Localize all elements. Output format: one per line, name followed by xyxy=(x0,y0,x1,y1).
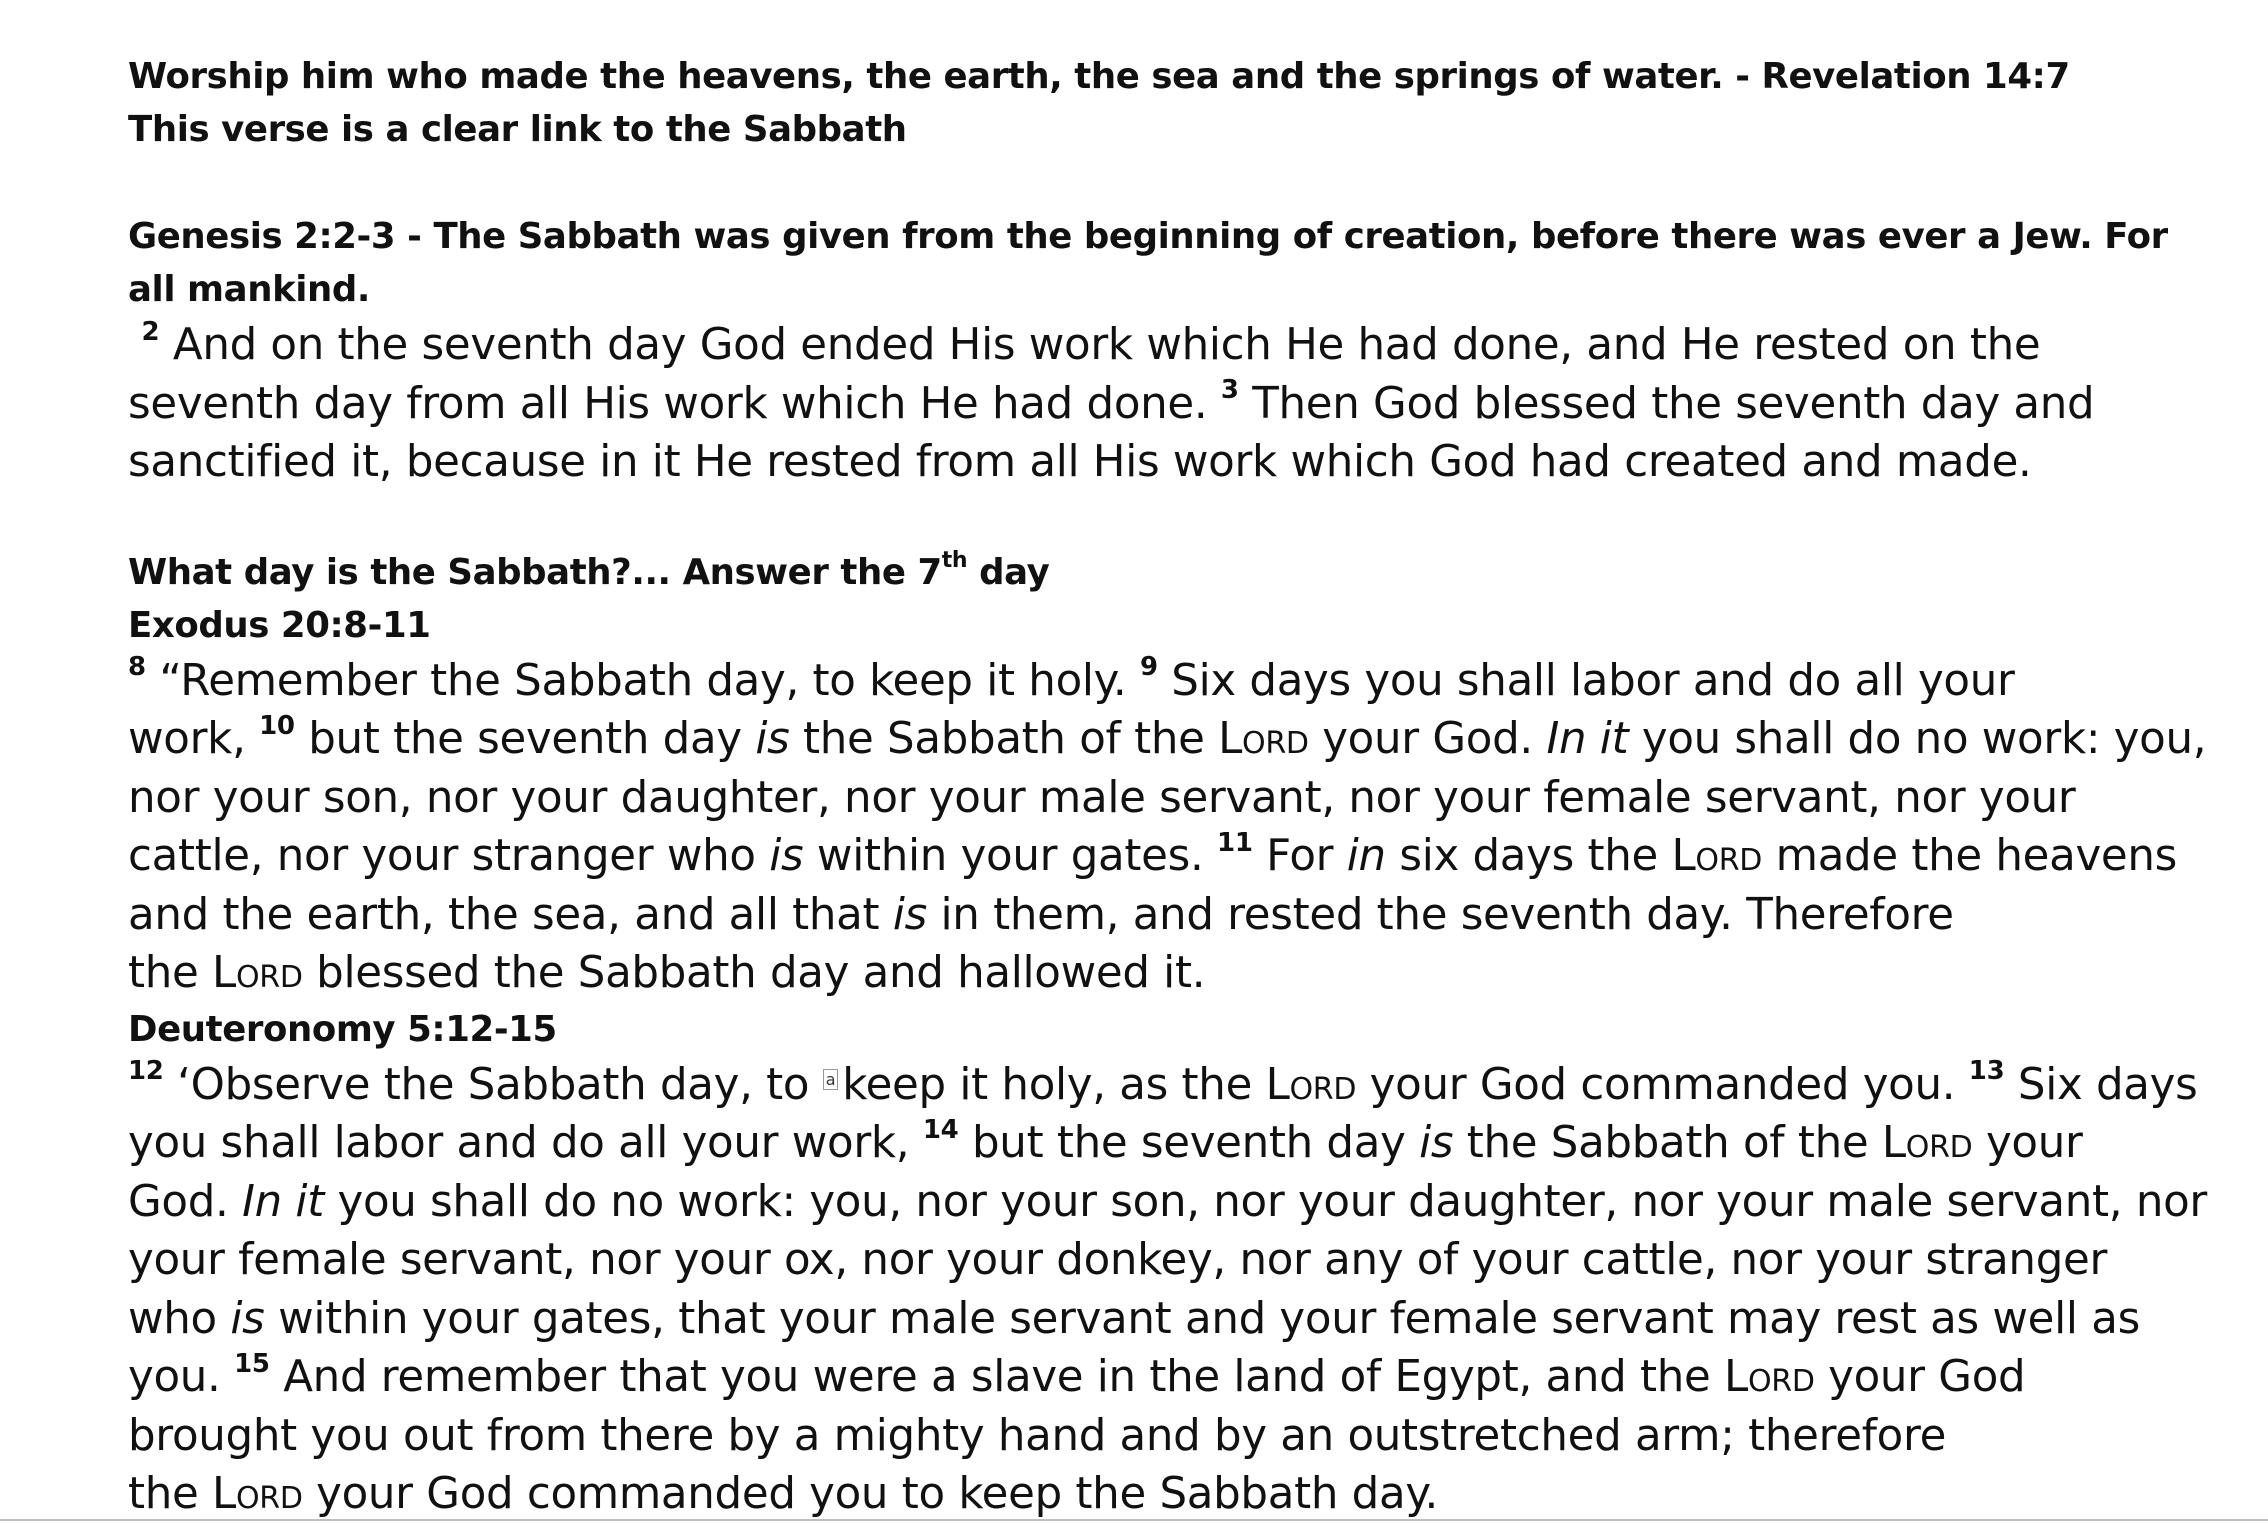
exodus-verse-line: work, $^{10}$ but the seventh day is the Sabbath of the Lord your God. In it you shall do no work: you, xyxy=(128,710,2207,764)
deuteronomy-verse-line: brought you out from there by a mighty hand and by an outstretched arm; therefore xyxy=(128,1410,1947,1461)
verse-number: 8 xyxy=(128,652,146,682)
exodus-verse-line: $^8$ “Remember the Sabbath day, to keep it holy. $^9$ Six days you shall labor and do all your xyxy=(128,652,2015,706)
verse-number: 10 xyxy=(259,710,295,741)
question-heading: What day is the Sabbath?... Answer the 7th day xyxy=(128,547,1050,593)
verse-number: 9 xyxy=(1139,652,1158,682)
deuteronomy-verse-line: you shall labor and do all your work, $^{14}$ but the seventh day is the Sabbath of the Lord your xyxy=(128,1114,2083,1168)
verse-number: 11 xyxy=(1217,827,1253,858)
exodus-verse-line: and the earth, the sea, and all that is in them, and rested the seventh day. Therefore xyxy=(128,889,1954,940)
spacer xyxy=(128,492,2088,546)
exodus-verse-line: the Lord blessed the Sabbath day and hallowed it. xyxy=(128,948,1206,998)
footnote-marker[interactable]: a xyxy=(823,1069,839,1090)
sabbath-link-note: This verse is a clear link to the Sabbath xyxy=(128,109,907,150)
genesis-heading-line1: Genesis 2:2-3 - The Sabbath was given from the beginning of creation, before there was ever a Jew. For xyxy=(128,216,2168,257)
verse-number: 3 xyxy=(1220,375,1239,405)
deuteronomy-verse-line: the Lord your God commanded you to keep the Sabbath day. xyxy=(128,1469,1439,1519)
deuteronomy-verse-line: who is within your gates, that your male servant and your female servant may rest as well as xyxy=(128,1293,2140,1344)
exodus-heading: Exodus 20:8-11 xyxy=(128,604,431,646)
verse-number: 13 xyxy=(1968,1056,2005,1086)
genesis-verse-line: sanctified it, because in it He rested from all His work which God had created and made. xyxy=(128,437,2032,487)
genesis-verse-line: $^2$ And on the seventh day God ended His work which He had done, and He rested on the xyxy=(141,316,2041,370)
deuteronomy-verse-line: your female servant, nor your ox, nor your donkey, nor any of your cattle, nor your stranger xyxy=(128,1235,2108,1285)
deuteronomy-verse-line: God. In it you shall do no work: you, nor your son, nor your daughter, nor your male servant, nor xyxy=(128,1176,2207,1227)
spacer xyxy=(128,156,2088,210)
document-page xyxy=(128,50,2207,1524)
exodus-verse-line: cattle, nor your stranger who is within your gates. $^{11}$ For in six days the Lord made the heavens xyxy=(128,827,2177,881)
verse-number: 15 xyxy=(234,1348,270,1379)
deuteronomy-heading: Deuteronomy 5:12-15 xyxy=(128,1008,557,1050)
revelation-heading-line: Worship him who made the heavens, the earth, the sea and the springs of water. - Revelation 14:7 xyxy=(128,56,2070,97)
genesis-verse-line: seventh day from all His work which He had done. $^3$ Then God blessed the seventh day and xyxy=(128,375,2095,429)
exodus-verse-line: nor your son, nor your daughter, nor your male servant, nor your female servant, nor your xyxy=(128,772,2076,823)
genesis-heading-line2: all mankind. xyxy=(128,269,371,310)
deuteronomy-verse-line: $^{12}$ ‘Observe the Sabbath day, to $^a$ keep it holy, as the Lord your God commanded you. $^{13}$ Six days xyxy=(128,1056,2198,1110)
verse-number: 2 xyxy=(141,316,160,347)
deuteronomy-verse-line: you. $^{15}$ And remember that you were a slave in the land of Egypt, and the Lord your God xyxy=(128,1348,2026,1402)
verse-number: 14 xyxy=(922,1114,959,1145)
verse-number: 12 xyxy=(128,1056,164,1086)
